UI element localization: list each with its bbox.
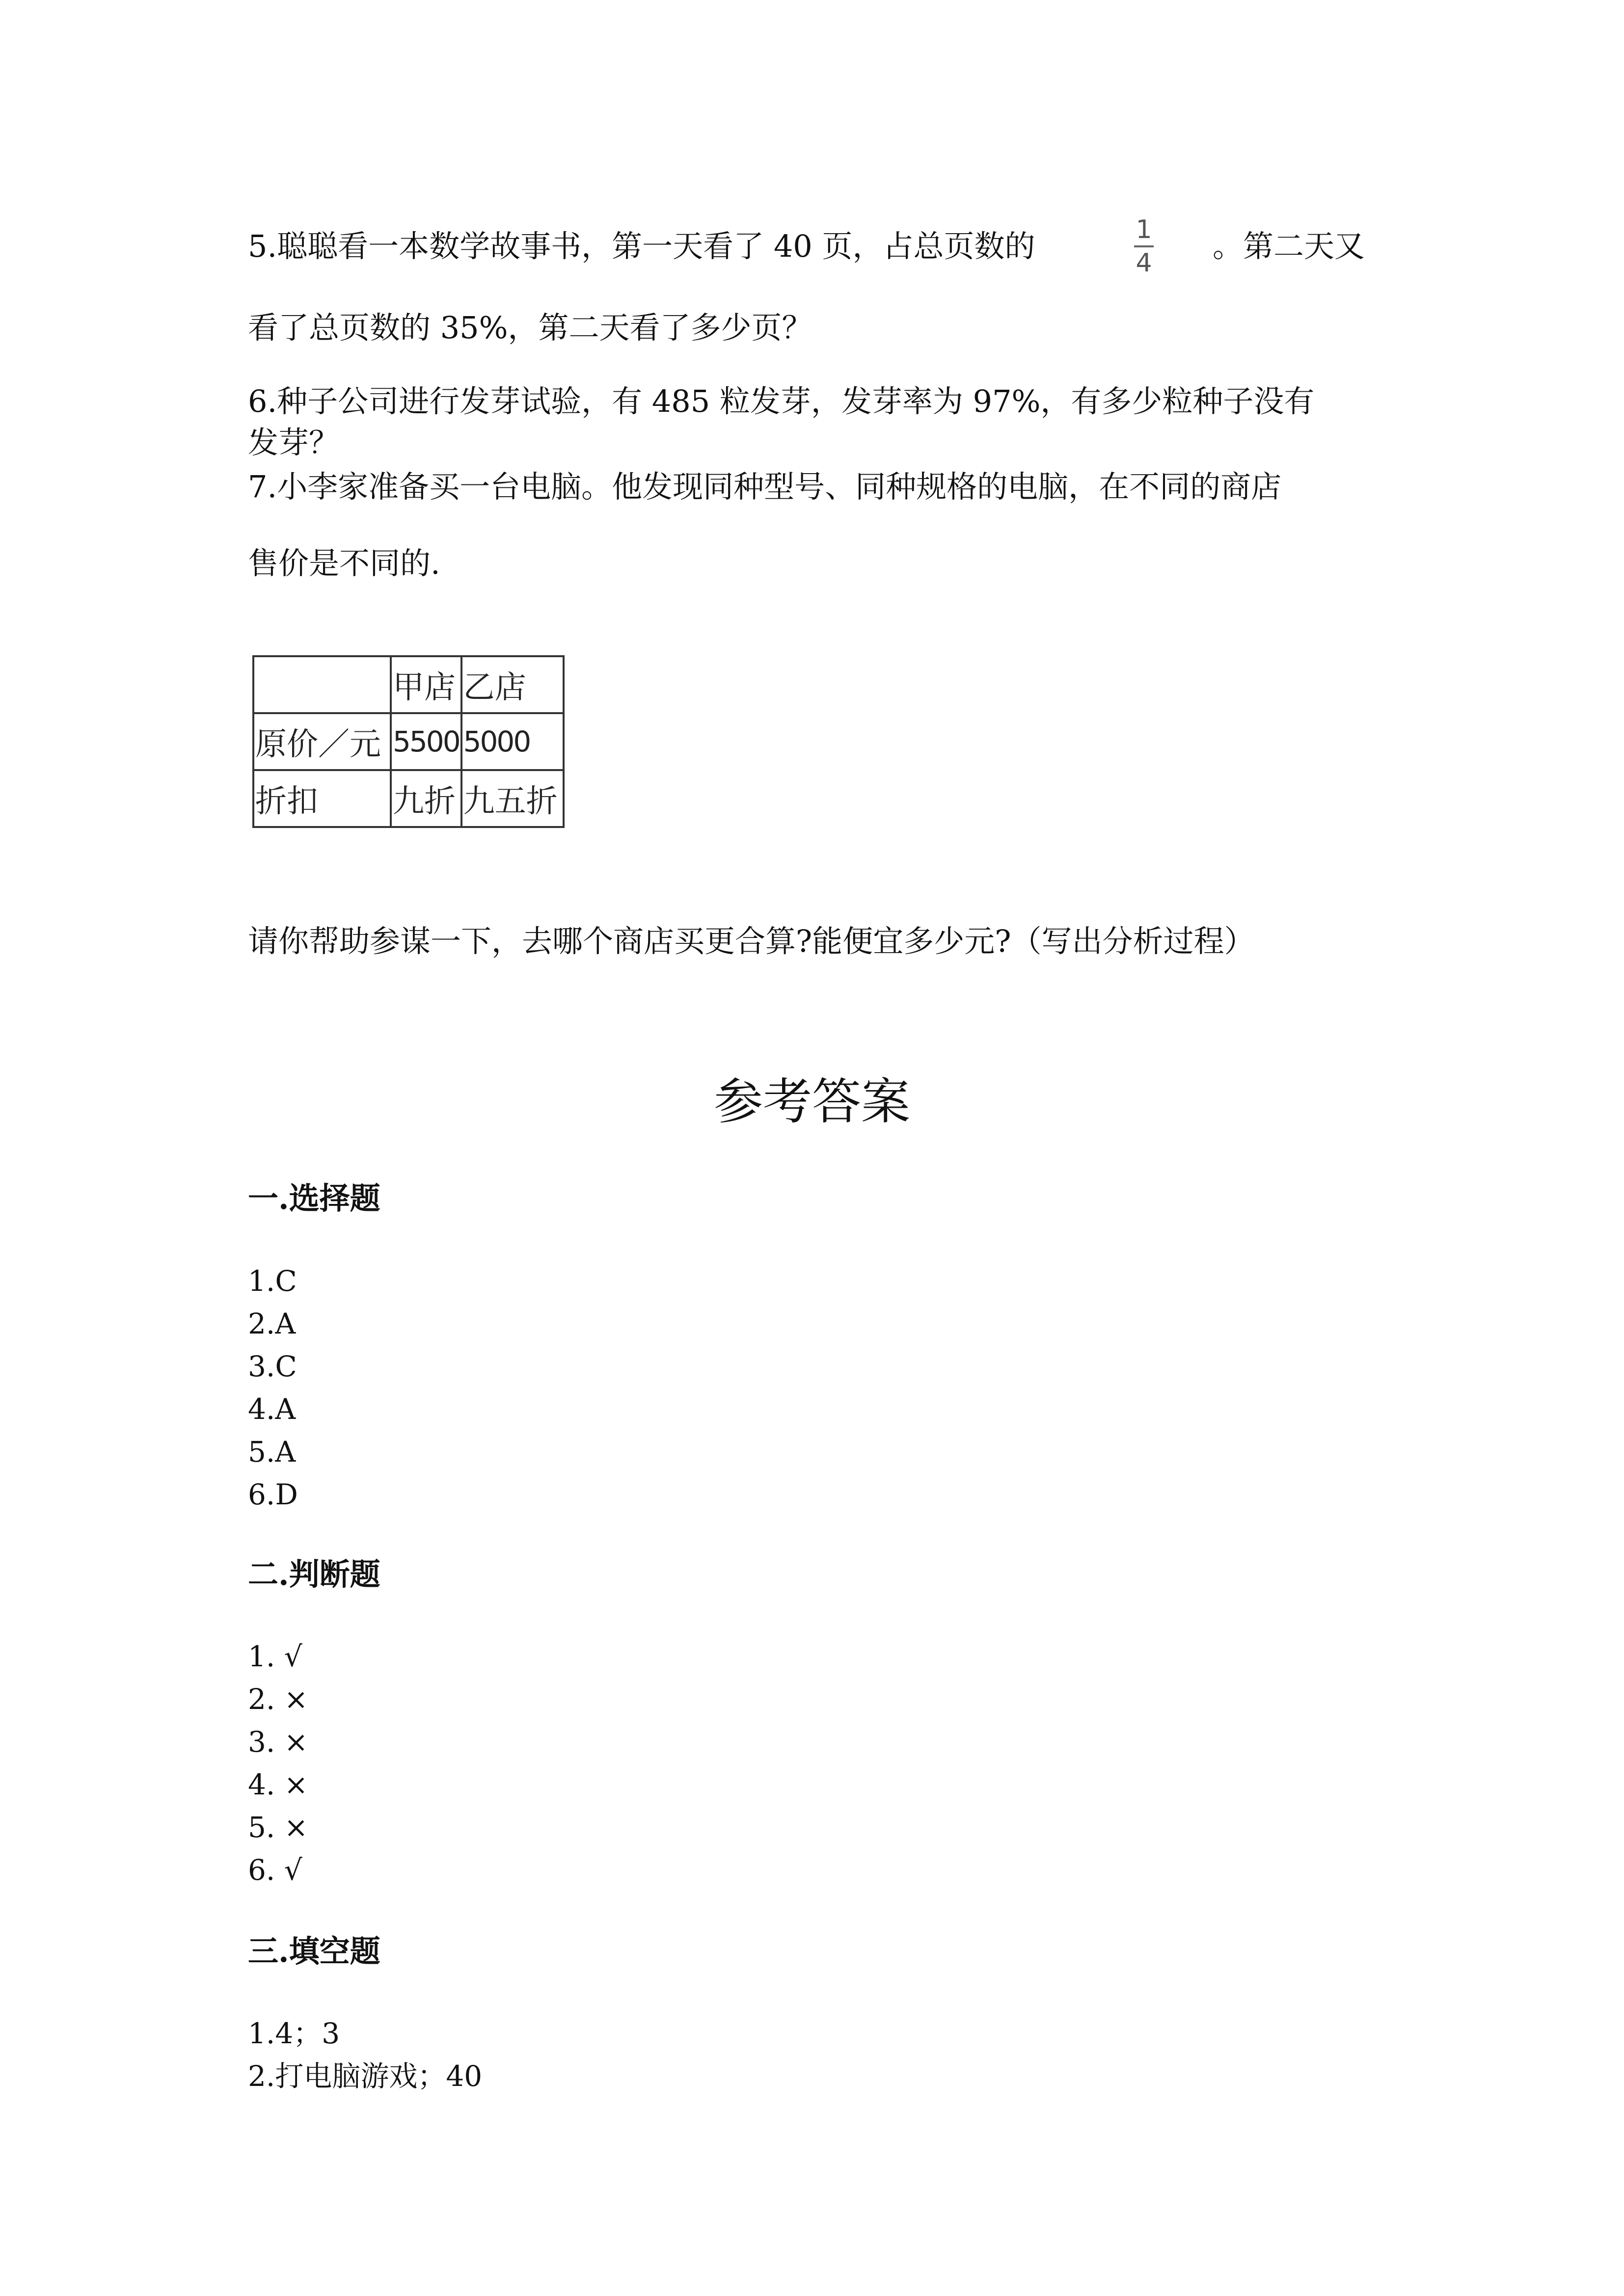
answer-item: 1.C [248, 1264, 297, 1298]
section-heading: 一.选择题 [248, 1180, 380, 1216]
q6-line1: 6.种子公司进行发芽试验，有 485 粒发芽，发芽率为 97%，有多少粒种子没有 [248, 383, 1315, 419]
fraction-bar [1134, 245, 1154, 247]
answer-item: 3. × [248, 1725, 308, 1759]
section-heading: 三.填空题 [248, 1933, 380, 1969]
answer-item: 1. √ [248, 1640, 302, 1673]
table-header-cell: 乙店 [461, 656, 564, 713]
answer-item: 6. √ [248, 1853, 302, 1887]
section-heading: 二.判断题 [248, 1556, 380, 1592]
table-row-label: 折扣 [253, 770, 391, 827]
table-row-label: 原价／元 [253, 713, 391, 770]
answer-item: 1.4；3 [248, 2017, 340, 2050]
table-row [253, 713, 564, 770]
table-cell: 九折 [391, 770, 461, 827]
answer-item: 4. × [248, 1768, 308, 1801]
table-cell: 5000 [461, 713, 564, 770]
q6-line2: 发芽？ [248, 425, 340, 460]
table-cell: 5500 [391, 713, 461, 770]
q7-line2: 售价是不同的. [248, 545, 440, 581]
table-cell: 九五折 [461, 770, 564, 827]
q5-fraction-denominator: 4 [1136, 248, 1152, 278]
table-header-cell [253, 656, 391, 713]
table-header-cell: 甲店 [391, 656, 461, 713]
table-row [253, 770, 564, 827]
q5-line1-before: 5.聪聪看一本数学故事书，第一天看了 40 页，占总页数的 [248, 228, 1035, 264]
answer-item: 5.A [248, 1435, 296, 1468]
q7-prompt: 请你帮助参谋一下，去哪个商店买更合算?能便宜多少元?（写出分析过程） [248, 923, 1255, 959]
answer-item: 6.D [248, 1478, 298, 1511]
answer-item: 4.A [248, 1392, 296, 1426]
table-header-row [253, 656, 564, 713]
answer-item: 5. × [248, 1811, 308, 1844]
q5-line1-after: 。第二天又 [1213, 228, 1365, 264]
answer-item: 2. × [248, 1682, 308, 1716]
q5-fraction-numerator: 1 [1136, 215, 1152, 244]
answer-item: 2.A [248, 1307, 296, 1340]
price-comparison-table [252, 655, 565, 828]
answer-item: 3.C [248, 1350, 297, 1383]
answer-item: 2.打电脑游戏；40 [248, 2059, 483, 2093]
q5-fraction [1129, 216, 1159, 277]
answer-key-title: 参考答案 [714, 1073, 910, 1130]
q5-line2: 看了总页数的 35%，第二天看了多少页？ [248, 310, 812, 346]
q7-line1: 7.小李家准备买一台电脑。他发现同种型号、同种规格的电脑，在不同的商店 [248, 469, 1282, 505]
